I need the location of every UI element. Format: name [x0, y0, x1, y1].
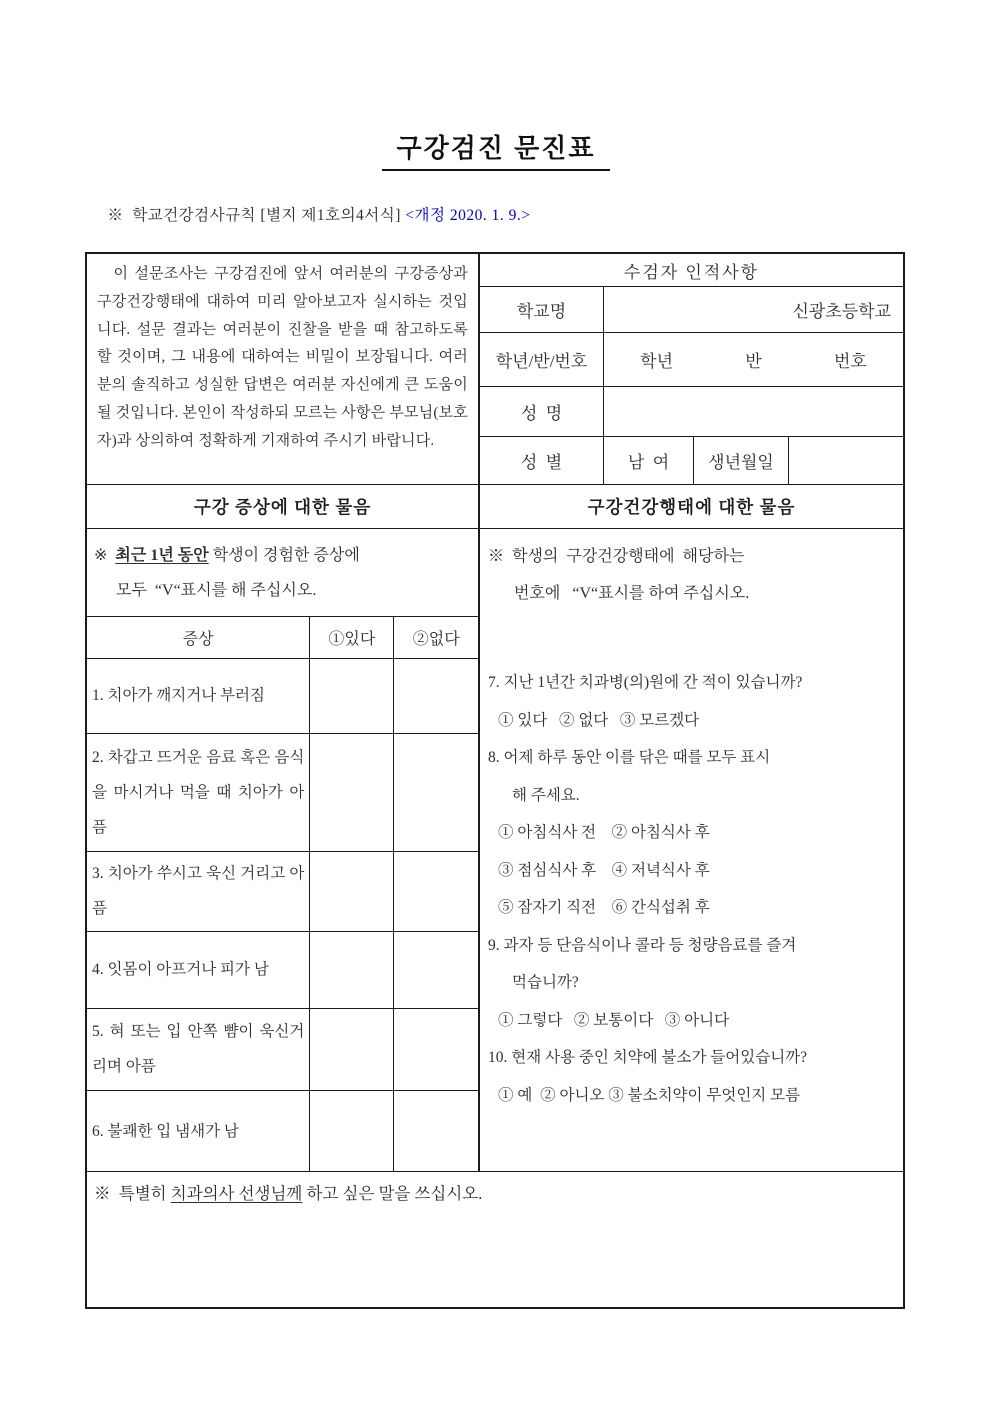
- question-7-options: ① 있다 ② 없다 ③ 모르겠다: [498, 711, 700, 729]
- name-label: 성 명: [480, 387, 604, 436]
- question-8-cont: 해 주세요.: [512, 786, 580, 804]
- symptom-instruction-line1: ※ 최근 1년 동안 학생이 경험한 증상에: [94, 547, 360, 565]
- behavior-instruction-line1: ※ 학생의 구강건강행태에 해당하는: [488, 548, 745, 566]
- question-9-cont: 먹습니까?: [512, 974, 579, 992]
- intro-paragraph: 이 설문조사는 구강검진에 앞서 여러분의 구강증상과 구강건강행태에 대하여 미리 알아보고자 실시하는 것입니다. 설문 결과는 여러분이 진찰을 받을 때 참고하도록 할 것이며, 그 내용에 대하여는 비밀이 보장됩니다. 여러분의 솔직하고 성실한 답변은 여러분 자신에게 큰 도움이 될 것입니다. 본인이 작성하되 모르는 사항은 부모님(보호자)과 상의하여 정확하게 기재하여 주시기 바랍니다.: [97, 266, 468, 449]
- gender-label: 성 별: [480, 437, 604, 484]
- symptom-section-header: 구강 증상에 대한 물음: [87, 485, 480, 528]
- symptom-text-3: 3. 치아가 쑤시고 욱신 거리고 아픔: [87, 851, 310, 931]
- symptom-text-2: 2. 차갑고 뜨거운 음료 혹은 음식을 마시거나 먹을 때 치아가 아픔: [87, 733, 310, 851]
- gender-options: 남 여: [604, 437, 694, 484]
- birth-date-value: [789, 437, 903, 484]
- symptom-instruction-line2: 모두 “V“표시를 해 주십시오.: [116, 582, 317, 600]
- answer-cell-no-2: [394, 733, 478, 851]
- question-8: 8. 어제 하루 동안 이를 닦은 때를 모두 표시: [488, 749, 771, 767]
- column-header-symptom: 증상: [87, 616, 310, 658]
- symptom-table-header: [87, 616, 478, 658]
- revision-text: <개정 2020. 1. 9.>: [405, 207, 531, 224]
- personal-info-table: [480, 254, 903, 484]
- answer-cell-no-5: [394, 1008, 478, 1090]
- grade-class-number-row: [480, 333, 903, 387]
- top-row: [87, 254, 903, 485]
- comment-suffix: 하고 싶은 말을 쓰십시오.: [302, 1184, 483, 1204]
- personal-info-title: 수검자 인적사항: [480, 254, 903, 287]
- regulation-note: [90, 185, 992, 243]
- grade-class-number-label: 학년/반/번호: [480, 333, 604, 386]
- name-row: [480, 387, 903, 437]
- answer-cell-no-1: [394, 658, 478, 733]
- column-header-yes: ①있다: [310, 616, 394, 658]
- behavior-instruction: [488, 538, 897, 612]
- school-row: [480, 287, 903, 333]
- grade-class-number-value: [604, 333, 903, 386]
- class-part: 반: [745, 352, 762, 371]
- behavior-column: [480, 529, 903, 1171]
- symptom-row-3: [87, 851, 478, 931]
- question-8-options-2: ③ 점심식사 후 ④ 저녁식사 후: [498, 861, 710, 879]
- answer-cell-no-4: [394, 931, 478, 1008]
- question-7: 7. 지난 1년간 치과병(의)원에 간 적이 있습니까?: [488, 674, 803, 692]
- column-header-no: ②없다: [394, 616, 478, 658]
- answer-cell-no-3: [394, 851, 478, 931]
- symptom-instruction-emphasis: 최근 1년 동안: [115, 547, 209, 565]
- name-value: [604, 387, 903, 436]
- form-box: [85, 252, 905, 1309]
- comment-prefix: ※ 특별히: [94, 1184, 171, 1204]
- question-8-options-1: ① 아침식사 전 ② 아침식사 후: [498, 824, 710, 842]
- comment-underlined: 치과의사 선생님께: [170, 1184, 303, 1204]
- number-part: 번호: [834, 352, 867, 371]
- page-title: 구강검진 문진표: [382, 128, 609, 171]
- symptom-row-4: [87, 931, 478, 1008]
- symptom-table: [87, 616, 478, 1172]
- behavior-instruction-line2: 번호에 “V“표시를 하여 주십시오.: [514, 585, 750, 603]
- answer-cell-yes-3: [310, 851, 394, 931]
- symptom-row-5: [87, 1008, 478, 1090]
- symptom-column: [87, 529, 480, 1171]
- behavior-section-header: 구강건강행태에 대한 물음: [587, 497, 796, 518]
- answer-cell-yes-2: [310, 733, 394, 851]
- symptom-text-1: 1. 치아가 깨지거나 부러짐: [87, 658, 310, 733]
- gender-birth-row: [480, 437, 903, 484]
- answer-cell-yes-4: [310, 931, 394, 1008]
- grade-part: 학년: [640, 352, 673, 371]
- answer-cell-yes-1: [310, 658, 394, 733]
- question-10-options: ① 예 ② 아니오 ③ 불소치약이 무엇인지 모름: [498, 1086, 801, 1104]
- regulation-text: ※ 학교건강검사규칙 [별지 제1호의4서식]: [107, 207, 406, 224]
- symptom-instruction: [87, 529, 478, 616]
- school-label: 학교명: [480, 287, 604, 332]
- question-8-options-3: ⑤ 잠자기 직전 ⑥ 간식섭취 후: [498, 899, 710, 917]
- school-value: 신광초등학교: [792, 302, 891, 321]
- symptom-text-6: 6. 불쾌한 입 냄새가 남: [87, 1090, 310, 1171]
- section-header-row: [87, 485, 903, 529]
- title-area: [0, 0, 992, 171]
- symptom-text-5: 5. 혀 또는 입 안쪽 뺨이 욱신거리며 아픔: [87, 1008, 310, 1090]
- question-9: 9. 과자 등 단음식이나 콜라 등 청량음료를 즐겨: [488, 936, 797, 954]
- birth-date-label: 생년월일: [694, 437, 789, 484]
- symptom-row-2: [87, 733, 478, 851]
- question-9-options: ① 그렇다 ② 보통이다 ③ 아니다: [498, 1011, 730, 1029]
- answer-cell-no-6: [394, 1090, 478, 1171]
- symptom-row-1: [87, 658, 478, 733]
- behavior-questions: [488, 664, 897, 1114]
- intro-cell: [87, 254, 480, 484]
- symptom-text-4: 4. 잇몸이 아프거나 피가 남: [87, 931, 310, 1008]
- question-10: 10. 현재 사용 중인 치약에 불소가 들어있습니까?: [488, 1049, 808, 1067]
- answer-cell-yes-6: [310, 1090, 394, 1171]
- symptom-row-6: [87, 1090, 478, 1171]
- answer-cell-yes-5: [310, 1008, 394, 1090]
- comment-section: [87, 1172, 903, 1307]
- content-row: [87, 529, 903, 1172]
